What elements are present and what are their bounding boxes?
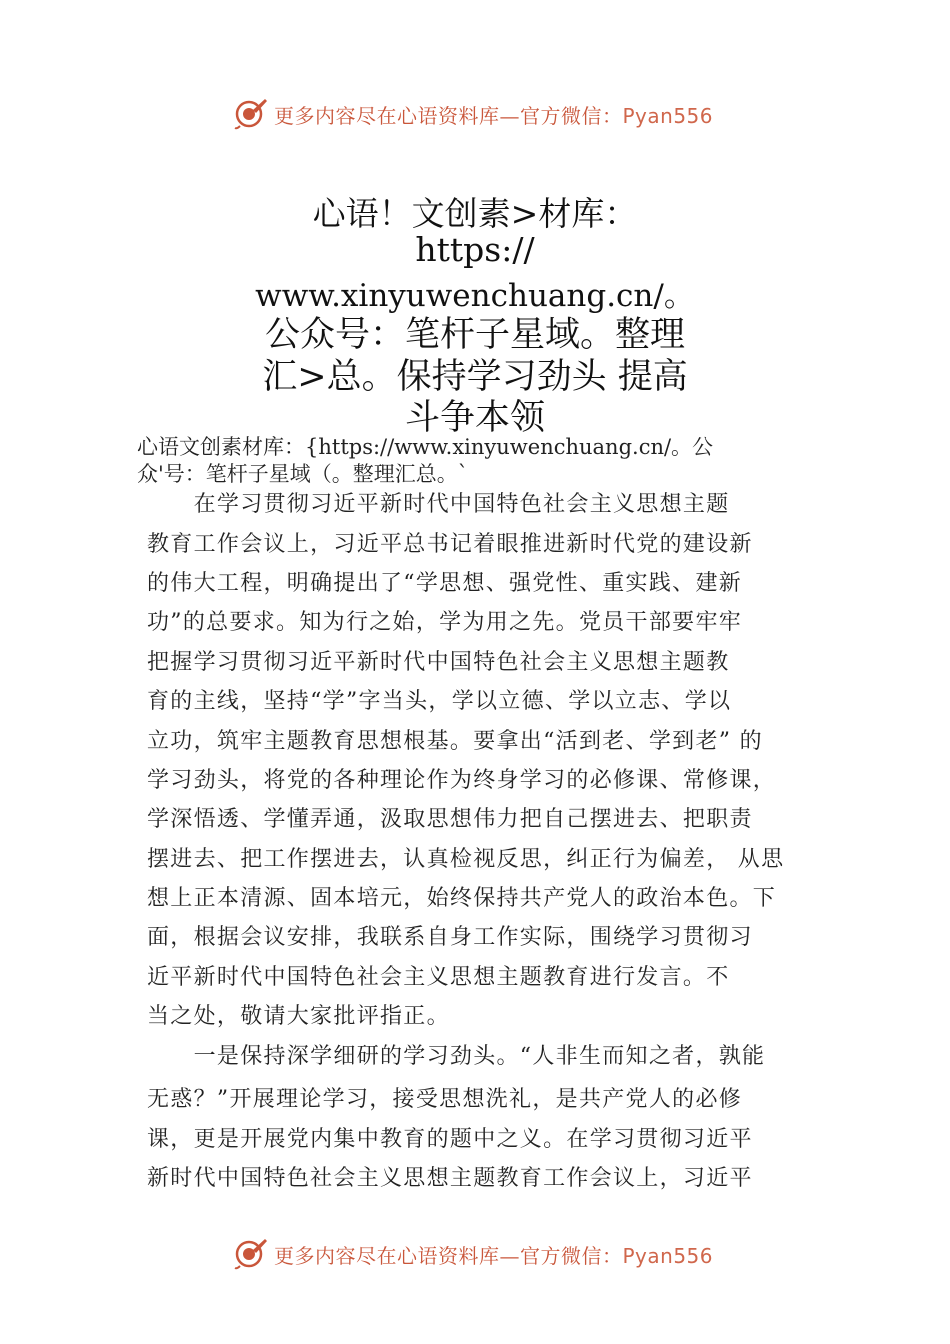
- body-line: 的伟大工程，明确提出了“学思想、强党性、重实践、建新: [147, 571, 743, 596]
- title-line: https://: [415, 230, 535, 269]
- header-watermark: [0, 94, 950, 134]
- source-line: 众'号：笔杆子星域（。整理汇总。`: [137, 462, 469, 486]
- pen-logo-icon: [234, 96, 268, 130]
- body-line: 课，更是开展党内集中教育的题中之义。在学习贯彻习近平: [147, 1127, 753, 1152]
- footer-watermark: [0, 1234, 950, 1274]
- body-line: 学深悟透、学懂弄通，汲取思想伟力把自己摆进去、把职责: [147, 807, 753, 832]
- body-line: 立功，筑牢主题教育思想根基。要拿出“活到老、学到老” 的: [147, 729, 763, 754]
- title-line: 心语！文创素>材库：: [312, 194, 638, 233]
- body-line: 把握学习贯彻习近平新时代中国特色社会主义思想主题教: [147, 650, 730, 675]
- body-line: 育的主线，坚持“学”字当头，学以立德、学以立志、学以: [147, 689, 732, 714]
- title-line: www.xinyuwenchuang.cn/。: [255, 278, 695, 314]
- source-line: 心语文创素材库：{https://www.xinyuwenchuang.cn/。公: [137, 435, 714, 459]
- title-line: 斗争本领: [404, 398, 545, 438]
- body-line: 近平新时代中国特色社会主义思想主题教育进行发言。不: [147, 965, 730, 990]
- body-line: 当之处，敬请大家批评指正。: [147, 1004, 450, 1029]
- body-line: 在学习贯彻习近平新时代中国特色社会主义思想主题: [147, 492, 730, 517]
- title-line: 公众号：笔杆子星域。整理: [264, 315, 685, 355]
- body-line: 面，根据会议安排，我联系自身工作实际，围绕学习贯彻习: [147, 925, 753, 950]
- body-line: 摆进去、把工作摆进去，认真检视反思，纠正行为偏差， 从思: [147, 847, 785, 872]
- body-line: 功”的总要求。知为行之始，学为用之先。党员干部要牢牢: [147, 610, 743, 635]
- title-line: 汇>总。保持学习劲头 提高: [262, 357, 688, 397]
- body-line: 教育工作会议上，习近平总书记着眼推进新时代党的建设新: [147, 532, 753, 557]
- body-line: 新时代中国特色社会主义思想主题教育工作会议上，习近平: [147, 1166, 753, 1191]
- body-line: 学习劲头，将党的各种理论作为终身学习的必修课、常修课，: [147, 768, 777, 793]
- pen-logo-icon: [234, 1236, 268, 1270]
- body-line: 一是保持深学细研的学习劲头。“人非生而知之者，孰能: [147, 1044, 766, 1069]
- watermark-text: 更多内容尽在心语资料库—官方微信：Pyan556: [274, 1244, 714, 1268]
- body-line: 无惑？”开展理论学习，接受思想洗礼，是共产党人的必修: [147, 1087, 743, 1112]
- watermark-text: 更多内容尽在心语资料库—官方微信：Pyan556: [274, 104, 714, 128]
- body-line: 想上正本清源、固本培元，始终保持共产党人的政治本色。下: [147, 886, 777, 911]
